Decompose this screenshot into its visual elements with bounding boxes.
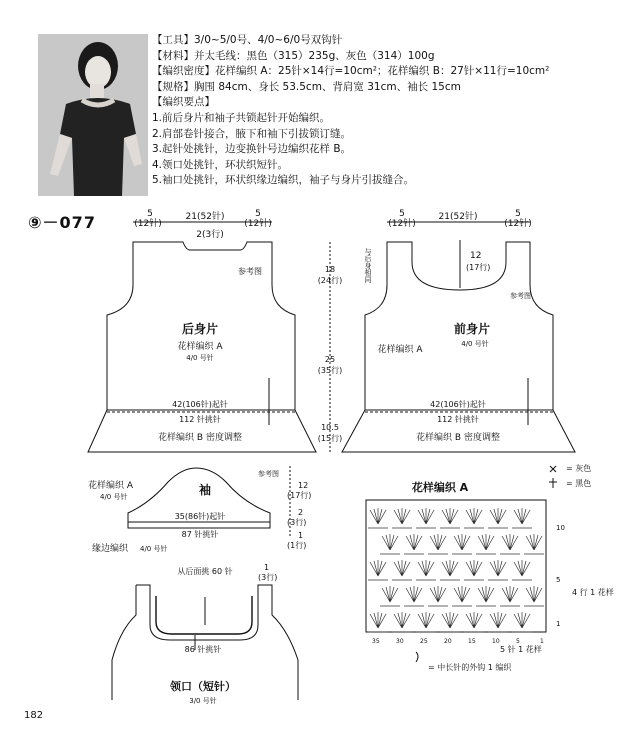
fan-stitch-motif [392,508,412,528]
chart-col-30: 30 [396,638,404,645]
sleeve-edge: 缘边编织 [92,544,129,554]
front-neck-depth: 12 [470,251,482,261]
sleeve-cap-h: 12 [298,481,309,490]
neck-front-pick: 86 针挑针 [184,645,222,654]
fan-stitch-motif [380,534,400,554]
fan-stitch-motif [512,560,532,580]
back-w-left: 5 [147,209,153,219]
front-title: 前身片 [453,322,491,336]
chart-repeat-rows: 4 行 1 花样 [572,588,614,597]
front-w-left2: (12针) [388,219,416,229]
neck-row: 1 [264,563,270,572]
front-pattern-a: 花样编织 A [377,345,423,355]
point-5: 5.袖口处挑针，环状织缘边编织，袖子与身片引拔缝合。 [152,174,415,187]
back-w-right2: (12针) [244,219,272,229]
front-side-note: 与后身相同 [364,248,372,283]
height-body2: (35行) [317,366,343,375]
fan-stitch-motif [428,586,448,606]
chart-col-1: 1 [540,638,544,645]
page-number: 182 [24,710,44,721]
neck-hook: 3/0 号针 [189,697,217,705]
fan-stitch-motif [404,586,424,606]
height-body: 25 [324,355,336,364]
sleeve-ref: 参考图 [258,470,279,478]
fan-stitch-motif [392,612,412,632]
front-hook: 4/0 号针 [461,340,489,348]
front-start: 42(106针)起针 [430,400,486,409]
sleeve-edge-hook: 4/0 号针 [140,545,168,553]
chart-row-10: 10 [556,524,565,532]
point-4: 4.领口处挑针，环状织短针。 [152,158,289,171]
gauge-line: 【编织密度】花样编织 A：25针×14行=10cm²；花样编织 B：27针×11行=10cm² [152,65,550,78]
stitch-chart-symbols [368,508,544,632]
front-neck-depth2: (17行) [466,263,491,272]
sleeve-cap-h2: (17行) [287,491,312,500]
sleeve-pickup: 87 针挑针 [181,530,219,539]
fan-stitch-motif [440,508,460,528]
fan-stitch-motif [368,560,388,580]
sleeve-cuff-h2: (3行) [287,518,307,527]
sleeve-row-h: 1 [298,531,304,540]
fan-stitch-motif [464,508,484,528]
fan-stitch-motif [476,534,496,554]
point-2: 2.肩部卷针接合，腋下和袖下引拔锁订缝。 [152,127,352,140]
fan-stitch-motif [416,560,436,580]
fan-stitch-motif [416,612,436,632]
fan-stitch-motif [464,560,484,580]
back-start: 42(106针)起针 [172,400,228,409]
neck-from-back: 从后面挑 60 针 [177,567,233,576]
footnote-symbol [416,652,418,662]
fan-stitch-motif [404,534,424,554]
point-3: 3.起针处挑针，边变换针号边编织花样 B。 [152,143,352,156]
height-hem2: (15行) [317,434,343,443]
sleeve-cuff-h: 2 [298,508,304,517]
fan-stitch-motif [488,508,508,528]
sleeve-title: 袖 [198,483,212,497]
materials-line: 【材料】并太毛线：黑色（315）235g、灰色（314）100g [152,49,435,62]
fan-stitch-motif [368,508,388,528]
fan-stitch-motif [380,586,400,606]
back-ref: 参考图 [238,267,262,276]
fan-stitch-motif [440,612,460,632]
back-w-right: 5 [255,209,261,219]
fan-stitch-motif [488,612,508,632]
sleeve-cuff [128,522,270,528]
fan-stitch-motif [500,534,520,554]
fan-stitch-motif [428,534,448,554]
pattern-number: ⑨－077 [28,213,96,232]
chart-col-15: 15 [468,638,476,645]
chart-row-1: 1 [556,620,561,628]
sleeve-hook: 4/0 号针 [100,493,128,501]
fan-stitch-motif [512,508,532,528]
tools-line: 【工具】3/0~5/0号、4/0~6/0号双钩针 [152,34,343,46]
front-ref: 参考图 [510,292,531,300]
fan-stitch-motif [452,534,472,554]
back-title: 后身片 [181,322,219,336]
chart-row-5: 5 [556,576,561,584]
legend-gray: = 灰色 [566,464,592,473]
height-armhole2: (24行) [317,276,343,285]
neck-row2: (3行) [258,573,278,582]
fan-stitch-motif [488,560,508,580]
front-w-mid: 21(52针) [438,212,478,222]
fan-stitch-motif [524,586,544,606]
front-pattern-b: 花样编织 B 密度调整 [416,433,500,443]
legend-black-symbol [549,478,557,488]
sleeve-start: 35(86针)起针 [174,512,226,521]
sleeve-pattern-a: 花样编织 A [88,481,134,491]
chart-col-10: 10 [492,638,500,645]
chart-col-5: 5 [516,638,520,645]
points-title: 【编织要点】 [152,96,215,109]
chart-col-35: 35 [372,638,380,645]
back-pattern-a: 花样编织 A [177,342,223,352]
front-w-right: 5 [515,209,521,219]
chart-repeat-sts: 5 针 1 花样 [500,645,542,654]
chart-title: 花样编织 A [411,481,469,494]
fan-stitch-motif [452,586,472,606]
fan-stitch-motif [440,560,460,580]
chart-col-25: 25 [420,638,428,645]
front-w-left: 5 [399,209,405,219]
chart-col-20: 20 [444,638,452,645]
fan-stitch-motif [524,534,544,554]
fan-stitch-motif [392,560,412,580]
neck-title: 领口（短针） [170,680,236,693]
back-pattern-b: 花样编织 B 密度调整 [158,433,242,443]
fan-stitch-motif [512,612,532,632]
sleeve-row-h2: (1行) [287,541,307,550]
fan-stitch-motif [464,612,484,632]
chart-footnote: = 中长针的外钩 1 编织 [428,663,512,672]
height-armhole: 18 [324,265,336,274]
back-w-left2: (12针) [134,219,162,229]
back-pickup: 112 针挑针 [179,415,221,424]
front-pickup: 112 针挑针 [437,415,479,424]
back-neck-drop: 2(3行) [196,230,224,240]
neckline-outline [112,585,136,700]
back-hook: 4/0 号针 [186,354,214,362]
height-hem: 10.5 [321,423,339,432]
fan-stitch-motif [368,612,388,632]
legend-black: = 黑色 [566,479,592,488]
fan-stitch-motif [476,586,496,606]
point-1: 1.前后身片和袖子共锁起针开始编织。 [152,111,331,124]
back-w-mid: 21(52针) [185,212,225,222]
legend-gray-symbol [550,466,556,472]
size-line: 【规格】胸围 84cm、身长 53.5cm、背肩宽 31cm、袖长 15cm [152,80,461,93]
fan-stitch-motif [416,508,436,528]
fan-stitch-motif [500,586,520,606]
front-w-right2: (12针) [504,219,532,229]
